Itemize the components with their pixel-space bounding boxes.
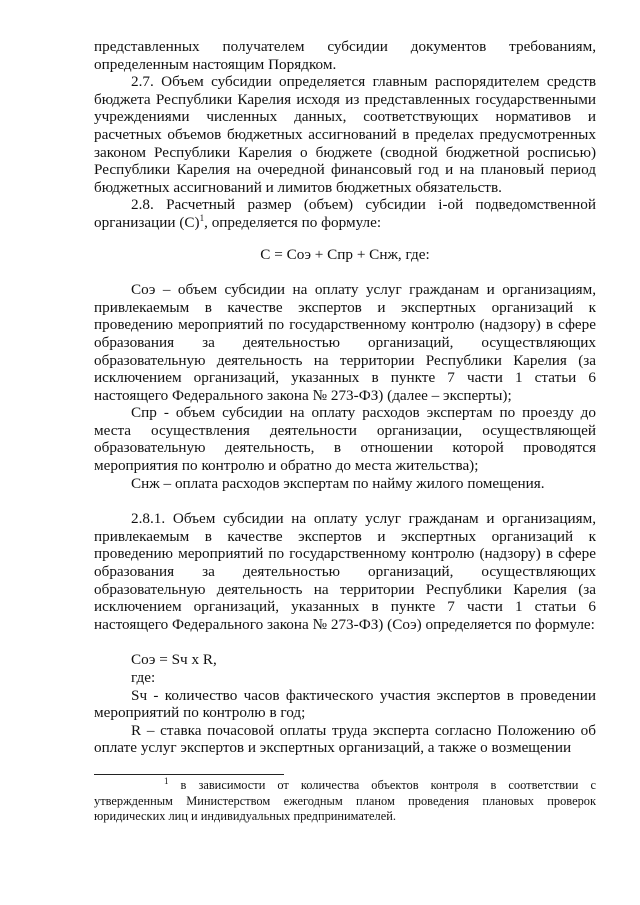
definition-cnzh: Снж – оплата расходов экспертам по найму жилого помещения. — [131, 474, 545, 492]
footnote-marker: 1 — [164, 775, 169, 786]
footnote-reference: 1 — [199, 212, 205, 223]
footnote — [94, 775, 596, 825]
paragraph-2-8-1: 2.8.1. Объем субсидии на оплату услуг гражданам и организациям, привлекаемым в качестве экспертов и экспертных организаций к проведению мероприятий по государственному контролю (надзору) в сфере образования за деятельностью организаций, осуществляющих образовательную деятельность на территории Республики Карелия (за исключением организаций, указанных в пункте 7 части 1 статьи 6 настоящего Федерального закона № 273-ФЗ) (Соэ) определяется по формуле: — [94, 510, 596, 633]
definition-sch: Sч - количество часов фактического участия экспертов в проведении мероприятий по контролю в год; — [94, 686, 596, 722]
definition-cpr: Спр - объем субсидии на оплату расходов экспертам по проезду до места осуществления деятельности организации, осуществляющей образовательную деятельность, в отношении которой проводятся мероприятия по контролю и обратно до места жительства); — [94, 404, 596, 475]
definition-coe: Соэ – объем субсидии на оплату услуг гражданам и организациям, привлекаемым в качестве экспертов и экспертных организаций к проведению мероприятий по государственному контролю (надзору) в сфере образования за деятельностью организаций, осуществляющих образовательную деятельность на территории Республики Карелия (за исключением организаций, указанных в пункте 7 части 1 статьи 6 настоящего Федерального закона № 273-ФЗ) (далее – эксперты); — [94, 281, 596, 404]
formula-main: С = Соэ + Спр + Снж, где: — [260, 245, 430, 263]
formula-where: где: — [131, 669, 156, 686]
paragraph-continuation: представленных получателем субсидии документов требованиям, определенным настоящим Порядком. — [94, 38, 596, 73]
paragraph-2-8-tail: , определяется по формуле: — [204, 213, 382, 231]
definition-r: R – ставка почасовой оплаты труда эксперта согласно Положению об оплате услуг экспертов и экспертных организаций, а также о возмещении — [94, 721, 596, 757]
paragraph-2-7: 2.7. Объем субсидии определяется главным распорядителем средств бюджета Республики Карелия исходя из представленных государственными учреждениями численных данных, соответствующих нормативов и расчетных объемов бюджетных ассигнований в пределах предусмотренных законом Республики Карелия о бюджете (сводной бюджетной росписью) Республики Карелия на очередной финансовый год и на плановый период бюджетных ассигнований и лимитов бюджетных обязательств. — [94, 73, 596, 196]
paragraph-2-8-text: 2.8. Расчетный размер (объем) субсидии i-ой подведомственной организации (С) — [94, 196, 596, 231]
document-page — [94, 38, 596, 757]
footnote-separator — [94, 774, 284, 775]
formula-coe: Соэ = Sч x R, — [131, 651, 217, 669]
footnote-text: в зависимости от количества объектов контроля в соответствии с утвержденным Министерством ежегодным планом проведения плановых проверок юридических лиц и индивидуальных предпринимателей. — [94, 778, 596, 823]
paragraph-2-8 — [94, 196, 596, 231]
